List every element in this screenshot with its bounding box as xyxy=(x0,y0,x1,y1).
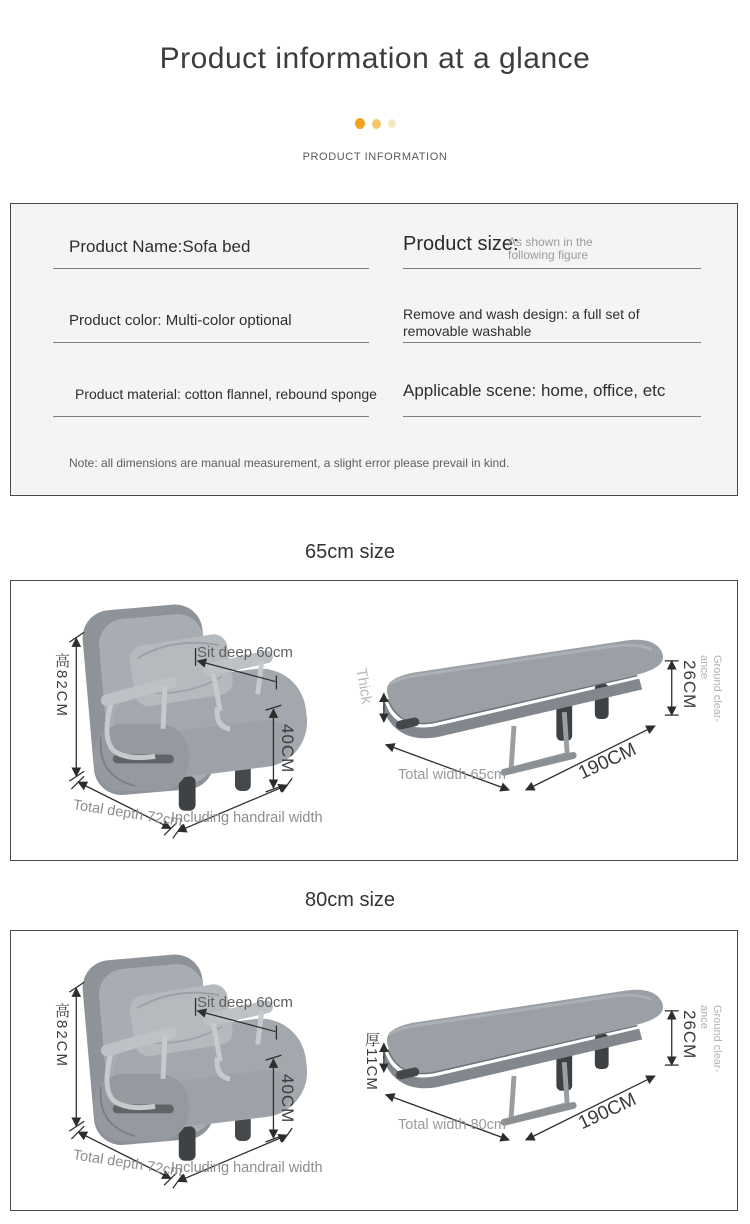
dot-icon xyxy=(355,118,365,129)
bed-thickness-label: Thick xyxy=(352,667,376,706)
bed-total-width-label: Total width 65cm xyxy=(398,767,506,783)
ground-clearance-caption: Ground clear-ance xyxy=(698,655,723,723)
applicable-scene-value: Applicable scene: home, office, etc xyxy=(403,381,666,400)
bed-length-dimension-label: 190CM xyxy=(575,739,640,785)
total-depth-dimension-label: Total depth 72cm xyxy=(71,1147,184,1181)
divider xyxy=(403,268,701,269)
measurement-note: Note: all dimensions are manual measurement, a slight error please prevail in kind. xyxy=(69,456,510,470)
product-name-value: Product Name:Sofa bed xyxy=(69,237,251,256)
section-eyebrow: PRODUCT INFORMATION xyxy=(302,151,448,163)
product-size-note: As shown in the following figure xyxy=(508,235,593,262)
size-section-80cm xyxy=(10,930,738,1211)
bed-length-dimension-label: 190CM xyxy=(575,1089,640,1135)
product-color-value: Product color: Multi-color optional xyxy=(69,312,292,329)
section-heading-65cm: 65cm size xyxy=(304,541,396,563)
ground-clearance-dimension-label: 26CM xyxy=(680,660,699,710)
handrail-width-dimension-label: Including handrail width xyxy=(171,810,323,826)
sit-depth-dimension-label: Sit deep 60cm xyxy=(197,994,293,1011)
sit-depth-dimension-label: Sit deep 60cm xyxy=(197,644,293,661)
bed-thickness-label: 厚11CM xyxy=(363,1032,380,1091)
divider xyxy=(53,416,369,417)
product-info-box xyxy=(10,203,738,496)
size-section-65cm xyxy=(10,580,738,861)
dot-icon xyxy=(372,119,381,129)
handrail-width-dimension-label: Including handrail width xyxy=(171,1160,323,1176)
decorative-dots xyxy=(0,118,750,129)
product-material-value: Product material: cotton flannel, rebound sponge xyxy=(75,386,377,402)
divider xyxy=(53,342,369,343)
page-title: Product information at a glance xyxy=(159,42,591,75)
divider xyxy=(53,268,369,269)
divider xyxy=(403,416,701,417)
ground-clearance-caption: Ground clear-ance xyxy=(698,1005,723,1073)
seat-height-dimension-label: 40CM xyxy=(278,724,297,774)
height-dimension-label: 高82CM xyxy=(53,1003,70,1069)
bed-total-width-label: Total width 80cm xyxy=(398,1117,506,1133)
dot-icon xyxy=(388,119,396,128)
product-size-label: Product size: xyxy=(403,233,519,255)
divider xyxy=(403,342,701,343)
wash-design-value: Remove and wash design: a full set of removable washable xyxy=(403,306,640,339)
section-heading-80cm: 80cm size xyxy=(304,889,396,911)
seat-height-dimension-label: 40CM xyxy=(278,1074,297,1124)
ground-clearance-dimension-label: 26CM xyxy=(680,1010,699,1060)
height-dimension-label: 高82CM xyxy=(53,653,70,719)
total-depth-dimension-label: Total depth 72cm xyxy=(71,797,184,831)
